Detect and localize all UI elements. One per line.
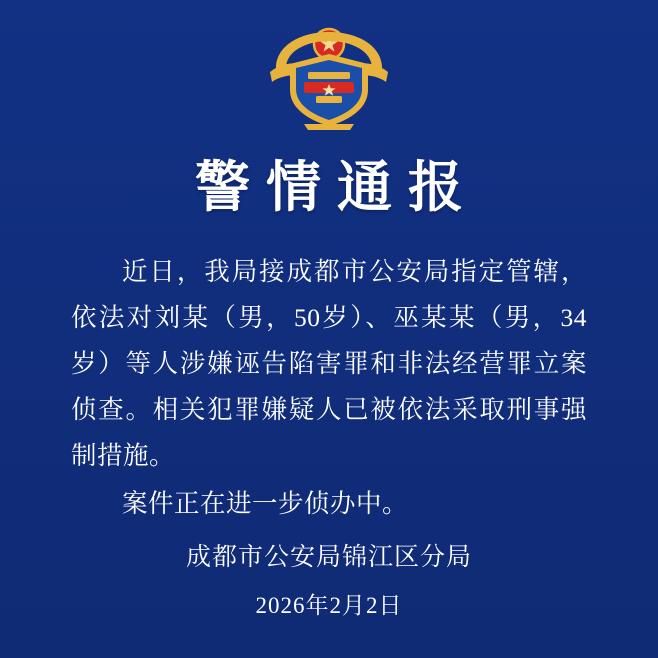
page-title: 警情通报 [194, 157, 479, 218]
notice-footer [0, 537, 658, 620]
notice-paragraph-2: 案件正在进一步侦办中。 [122, 489, 409, 519]
notice-paragraph-1: 近日，我局接成都市公安局指定管辖，依法对刘某（男，50岁）、巫某某（男，34岁）等人涉嫌诬告陷害罪和非法经营罪立案侦查。相关犯罪嫌疑人已被依法采取刑事强制措施。 [71, 257, 587, 471]
china-police-badge-icon [264, 24, 394, 134]
issuing-organization: 成都市公安局锦江区分局 [185, 544, 472, 571]
notice-body [71, 249, 587, 529]
issue-date: 2026年2月2日 [255, 593, 403, 618]
